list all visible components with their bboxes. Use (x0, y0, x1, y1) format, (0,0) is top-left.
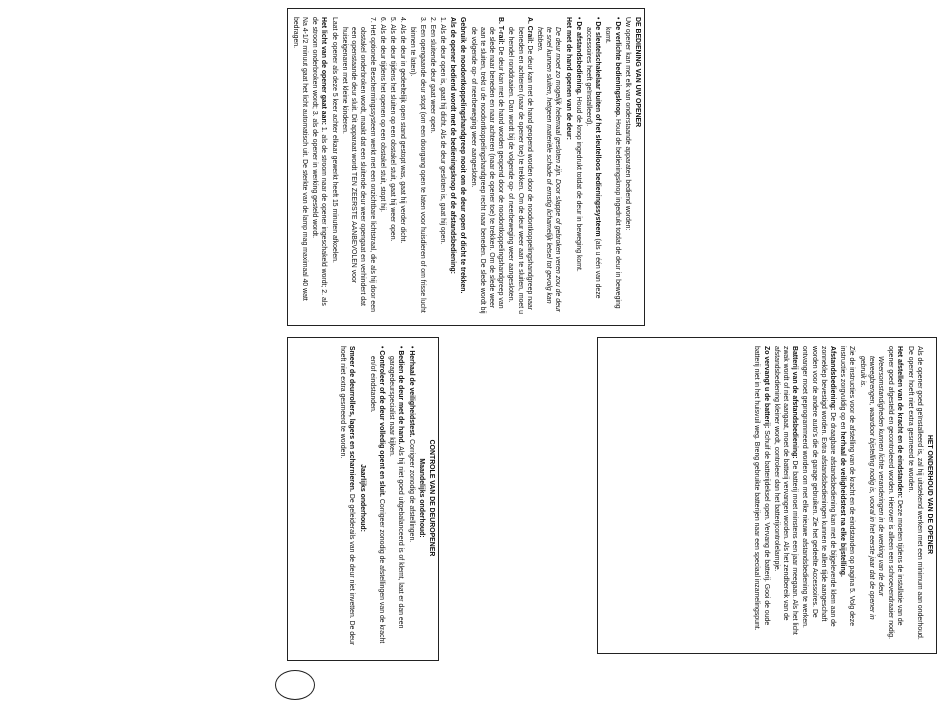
body-text: Batterij van de afstandsbediening: De batterij moet minstens een jaar meegaan. Als het licht zwak wordt of niet aangaat, moet de batterij vervangen worden. Als het zendbereik van de afstandsbediening kleiner wordt, controleer dan het batterijcontrolelampje. (772, 346, 799, 635)
body-text: Afstandsbediening: De draagbare afstandsbediening kan met de bijgeleverde klem aan de zonneklep bevestigd worden. Extra afstandsbedieningen kunnen te allen tijde aangeschaft worden voor de andere auto's die de garage gebruiken. Zie het gedeelte Accessoires. De ontvanger moet geprogrammeerd worden om met elke nieuwe afstandsbediening te werken. (801, 346, 836, 628)
list-item: • De sleutelschakelaar buiten of het sleutelloos bedieningssysteem (als u één van deze accessoires heeft geïnstalleerd). (584, 17, 602, 299)
list-item: 3. Een opengaande deur stopt (om een doorgang open te laten voor huisdieren of om frisse lucht binnen te laten). (409, 17, 426, 313)
panel-bediening (287, 8, 645, 326)
caution-note: De deur moet zo mogelijk helemaal gesloten zijn. Door slappe of gebroken veren zou de deur te snel kunnen sluiten, hetgeen materiële schade of ernstig lichamelijk letsel tot gevolg kan hebben. (535, 27, 562, 312)
section-title: CONTROLE VAN DE DEUROPENER (428, 439, 435, 557)
subheading: Het met de hand openen van de deur: (564, 17, 572, 140)
body-text: Laat de opener als deze 5 keer achter elkaar gewerkt heeft 15 minuten afkoelen. (330, 17, 338, 263)
list-item: 4. Als de deur in gedeeltelijk open stand gestopt was, gaat hij verder dicht. (399, 17, 407, 244)
list-item: 6. Als de deur tijdens het openen op een obstakel stuit, stopt hij. (378, 17, 386, 212)
panel-bediening-content (288, 9, 645, 323)
list-item: 7. Het optionele Beschermingssysteem werkt met een onzichtbare lichtstraal, die als hij door een obstakel onderbroken wordt, maakt dat een sluitende deur weer opengaat en verhindert dat een openstaande deur sluit. Dit apparaat wordt TEN ZEERSTE AANBEVOLEN voor huiseigenaren met kleine kinderen. (340, 17, 376, 312)
list-item: B. T-rail: De deur kan met de hand worden geopend door de noodontkoppelingshandgreep van de slede naar beneden en naar achteren (naar de opener toe) te trekken. Om de slede weer aan te sluiten, trekt u de noodontkoppelingshandgreep recht naar beneden. De slede wordt bij de volgende op- of neerbeweging weer aangesloten. (469, 17, 505, 314)
list-item: • De verlichte bedieningsknop. Houd de bedieningsknop ingedrukt totdat de deur in beweging komt. (604, 17, 621, 309)
list-item: 1. Als de deur open is, gaat hij dicht. Als de deur gesloten is, gaat hij open. (438, 17, 446, 245)
subheading: Maandelijks onderhoud: (417, 458, 425, 538)
list-item: 5. Als de deur tijdens het sluiten op een obstakel stuit, gaat hij weer open. (388, 17, 396, 242)
section-title: DE BEDIENING VAN UW OPENER (634, 17, 641, 128)
list-item: • De afstandsbediening. Houd de knop ingedrukt totdat de deur in beweging komt. (574, 17, 582, 272)
body-text: Het licht van de opener gaat aan: 1. als de stroom naar de opener ingeschakeld wordt; 2. als de stroom onderbroken wordt; 3. als de opener in werking gesteld wordt. (311, 17, 328, 306)
list-item: • Controleer of de deur volledig opent en sluit. Corrigeer zonodig de afstellingen van de kracht en/of eindstanden. (368, 346, 385, 644)
list-item: 2. Een sluitende deur gaat weer open. (428, 17, 436, 134)
body-text: Na 4-1/2 minuut gaat het licht automatisch uit. De sterkte van de lamp mag maximaal 40 watt bedragen. (291, 17, 309, 301)
panel-onderhoud-content (598, 338, 937, 651)
body-text: Het afstellen van de kracht en de eindstanden: Deze moeten tijdens de installatie van de opener goed afgesteld en gecontroleerd worden. Hierover is alleen een schroevendraaier nodig. (887, 346, 904, 640)
list-item: • Bedien de deur met de hand. Als hij niet goed uitgebalanceerd is of klemt, laat er dan een garagedeurspecialist naar kijken. (388, 346, 405, 629)
body-text: Zie de instructies voor de afstelling van de kracht en de eindstanden op pagina 5. Volg deze instructies zorgvuldig op en herhaal de veiligheidstest na elke bijstelling. (839, 346, 856, 627)
body-text: Smeer de deurrollers, lagers en scharnieren. De geleiderails van de deur niet invetten. De deur hoeft niet extra gesmeerd te worden. (339, 346, 356, 646)
subheading: Jaarlijks onderhoud: (358, 464, 366, 532)
intro-text: Uw opener kan met elk van onderstaande apparaten bediend worden: (623, 17, 631, 231)
section-title: HET ONDERHOUD VAN DE OPENER (926, 434, 933, 555)
warning-text: Gebruik de noodontkoppelingshandgreep nooit om de deur open of dicht te trekken. (459, 17, 467, 294)
panel-controle (287, 337, 439, 661)
panel-onderhoud (597, 337, 937, 654)
body-text: Zo vervangt u de batterij: Schuif de batterijdeksel open. Vervang de batterij. Gooi de oude batterij niet in het huisvuil weg. Breng gebruikte batterijen naar een speciaal inzamelingspunt. (753, 346, 770, 631)
panel-controle-content (288, 338, 439, 658)
list-item: • Herhaal de veiligheidstest. Corrigeer zonodig de afstellingen. (407, 346, 415, 543)
page-number-oval (275, 670, 315, 700)
list-item: A. Crail: De deur kan met de hand geopend worden door de noodontkoppelingshandgreep naar beneden en achteren (naar de opener toe) te trekken. Om de deur weer aan te sluiten, moet u de hendel ronddraaien. Dan wordt bij de volgende op- of neerbeweging weer aangesloten. (507, 17, 533, 314)
caution-note: Weersomstandigheden kunnen lichte veranderingen in de werking van de deur teweegbrengen, waardoor bijstelling nodig is, vooral in het eerste jaar dat de opener in gebruik is. (858, 356, 884, 620)
intro-text: Als de opener goed geïnstalleerd is, zal hij uitstekend werken met een minimum aan onderhoud. De opener hoeft niet extra gesmeerd te worden. (906, 346, 923, 640)
subheading: Als de opener bediend wordt met de bedieningsknop of de afstandsbediening: (449, 17, 457, 274)
